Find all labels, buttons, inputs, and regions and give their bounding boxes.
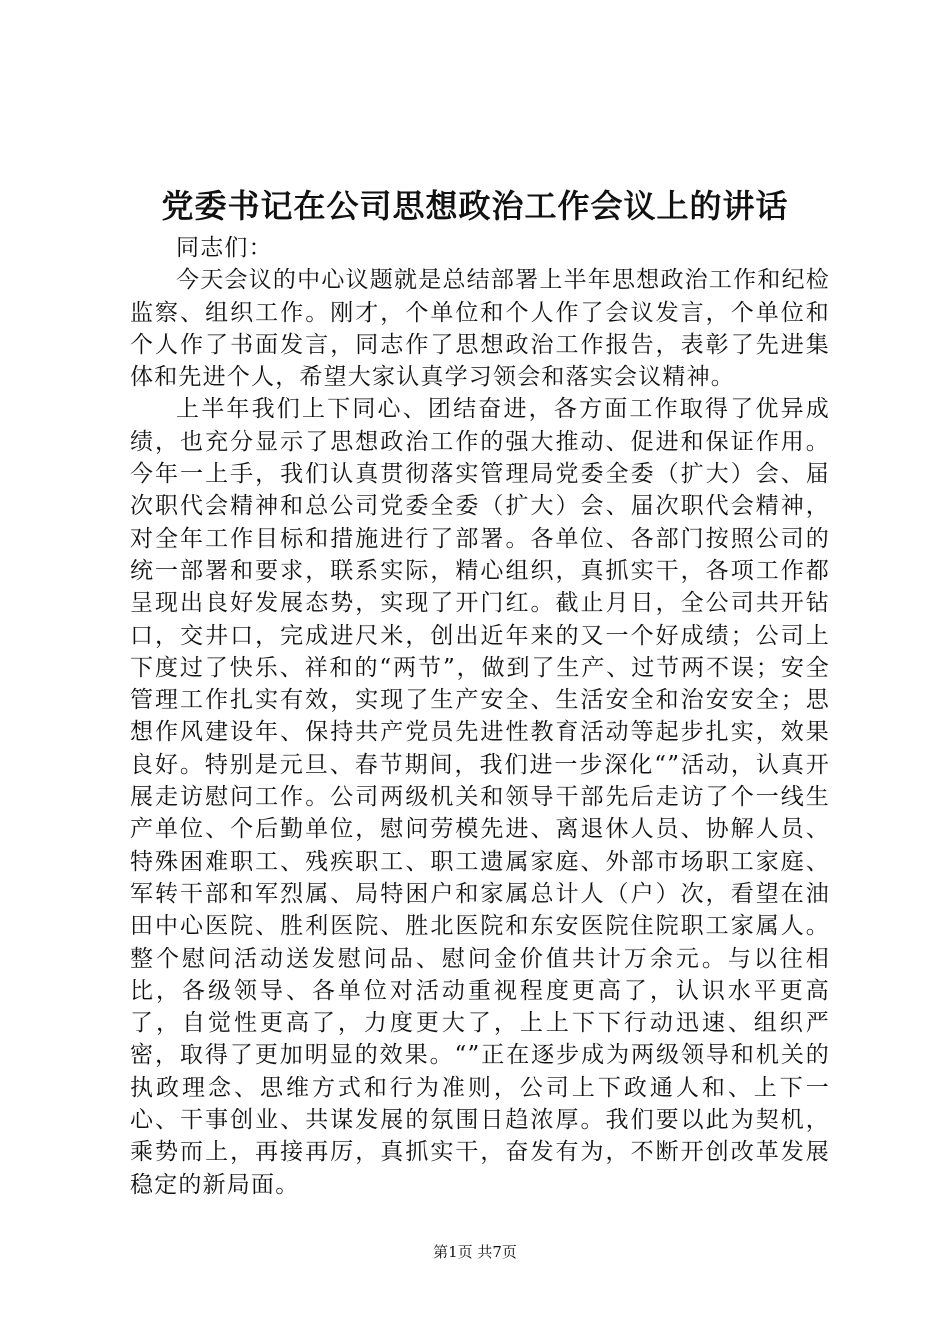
paragraph-1: 今天会议的中心议题就是总结部署上半年思想政治工作和纪检监察、组织工作。刚才，个单位和个人作了会议发言，个单位和个人作了书面发言，同志作了思想政治工作报告，表彰了先进集体和先进个人，希望大家认真学习领会和落实会议精神。 [130,267,830,391]
document-title: 党委书记在公司思想政治工作会议上的讲话 [161,187,789,225]
document-body [130,232,830,1201]
page-number-footer: 第1页 共7页 [433,1243,517,1261]
salutation: 同志们： [176,235,273,261]
paragraph-2: 上半年我们上下同心、团结奋进，各方面工作取得了优异成绩，也充分显示了思想政治工作的强大推动、促进和保证作用。今年一上手，我们认真贯彻落实管理局党委全委（扩大）会、届次职代会精神和总公司党委全委（扩大）会、届次职代会精神，对全年工作目标和措施进行了部署。各单位、各部门按照公司的统一部署和要求，联系实际，精心组织，真抓实干，各项工作都呈现出良好发展态势，实现了开门红。截止月日，全公司共开钻口，交井口，完成进尺米，创出近年来的又一个好成绩；公司上下度过了快乐、祥和的“两节”，做到了生产、过节两不误；安全管理工作扎实有效，实现了生产安全、生活安全和治安安全；思想作风建设年、保持共产党员先进性教育活动等起步扎实，效果良好。特别是元旦、春节期间，我们进一步深化“”活动，认真开展走访慰问工作。公司两级机关和领导干部先后走访了个一线生产单位、个后勤单位，慰问劳模先进、离退休人员、协解人员、特殊困难职工、残疾职工、职工遗属家庭、外部市场职工家庭、军转干部和军烈属、局特困户和家属总计人（户）次，看望在油田中心医院、胜利医院、胜北医院和东安医院住院职工家属人。整个慰问活动送发慰问品、慰问金价值共计万余元。与以往相比，各级领导、各单位对活动重视程度更高了，认识水平更高了，自觉性更高了，力度更大了，上上下下行动迅速、组织严密，取得了更加明显的效果。“”正在逐步成为两级领导和机关的执政理念、思维方式和行为准则，公司上下政通人和、上下一心、干事创业、共谋发展的氛围日趋浓厚。我们要以此为契机，乘势而上，再接再厉，真抓实干，奋发有为，不断开创改革发展稳定的新局面。 [130,396,830,1198]
